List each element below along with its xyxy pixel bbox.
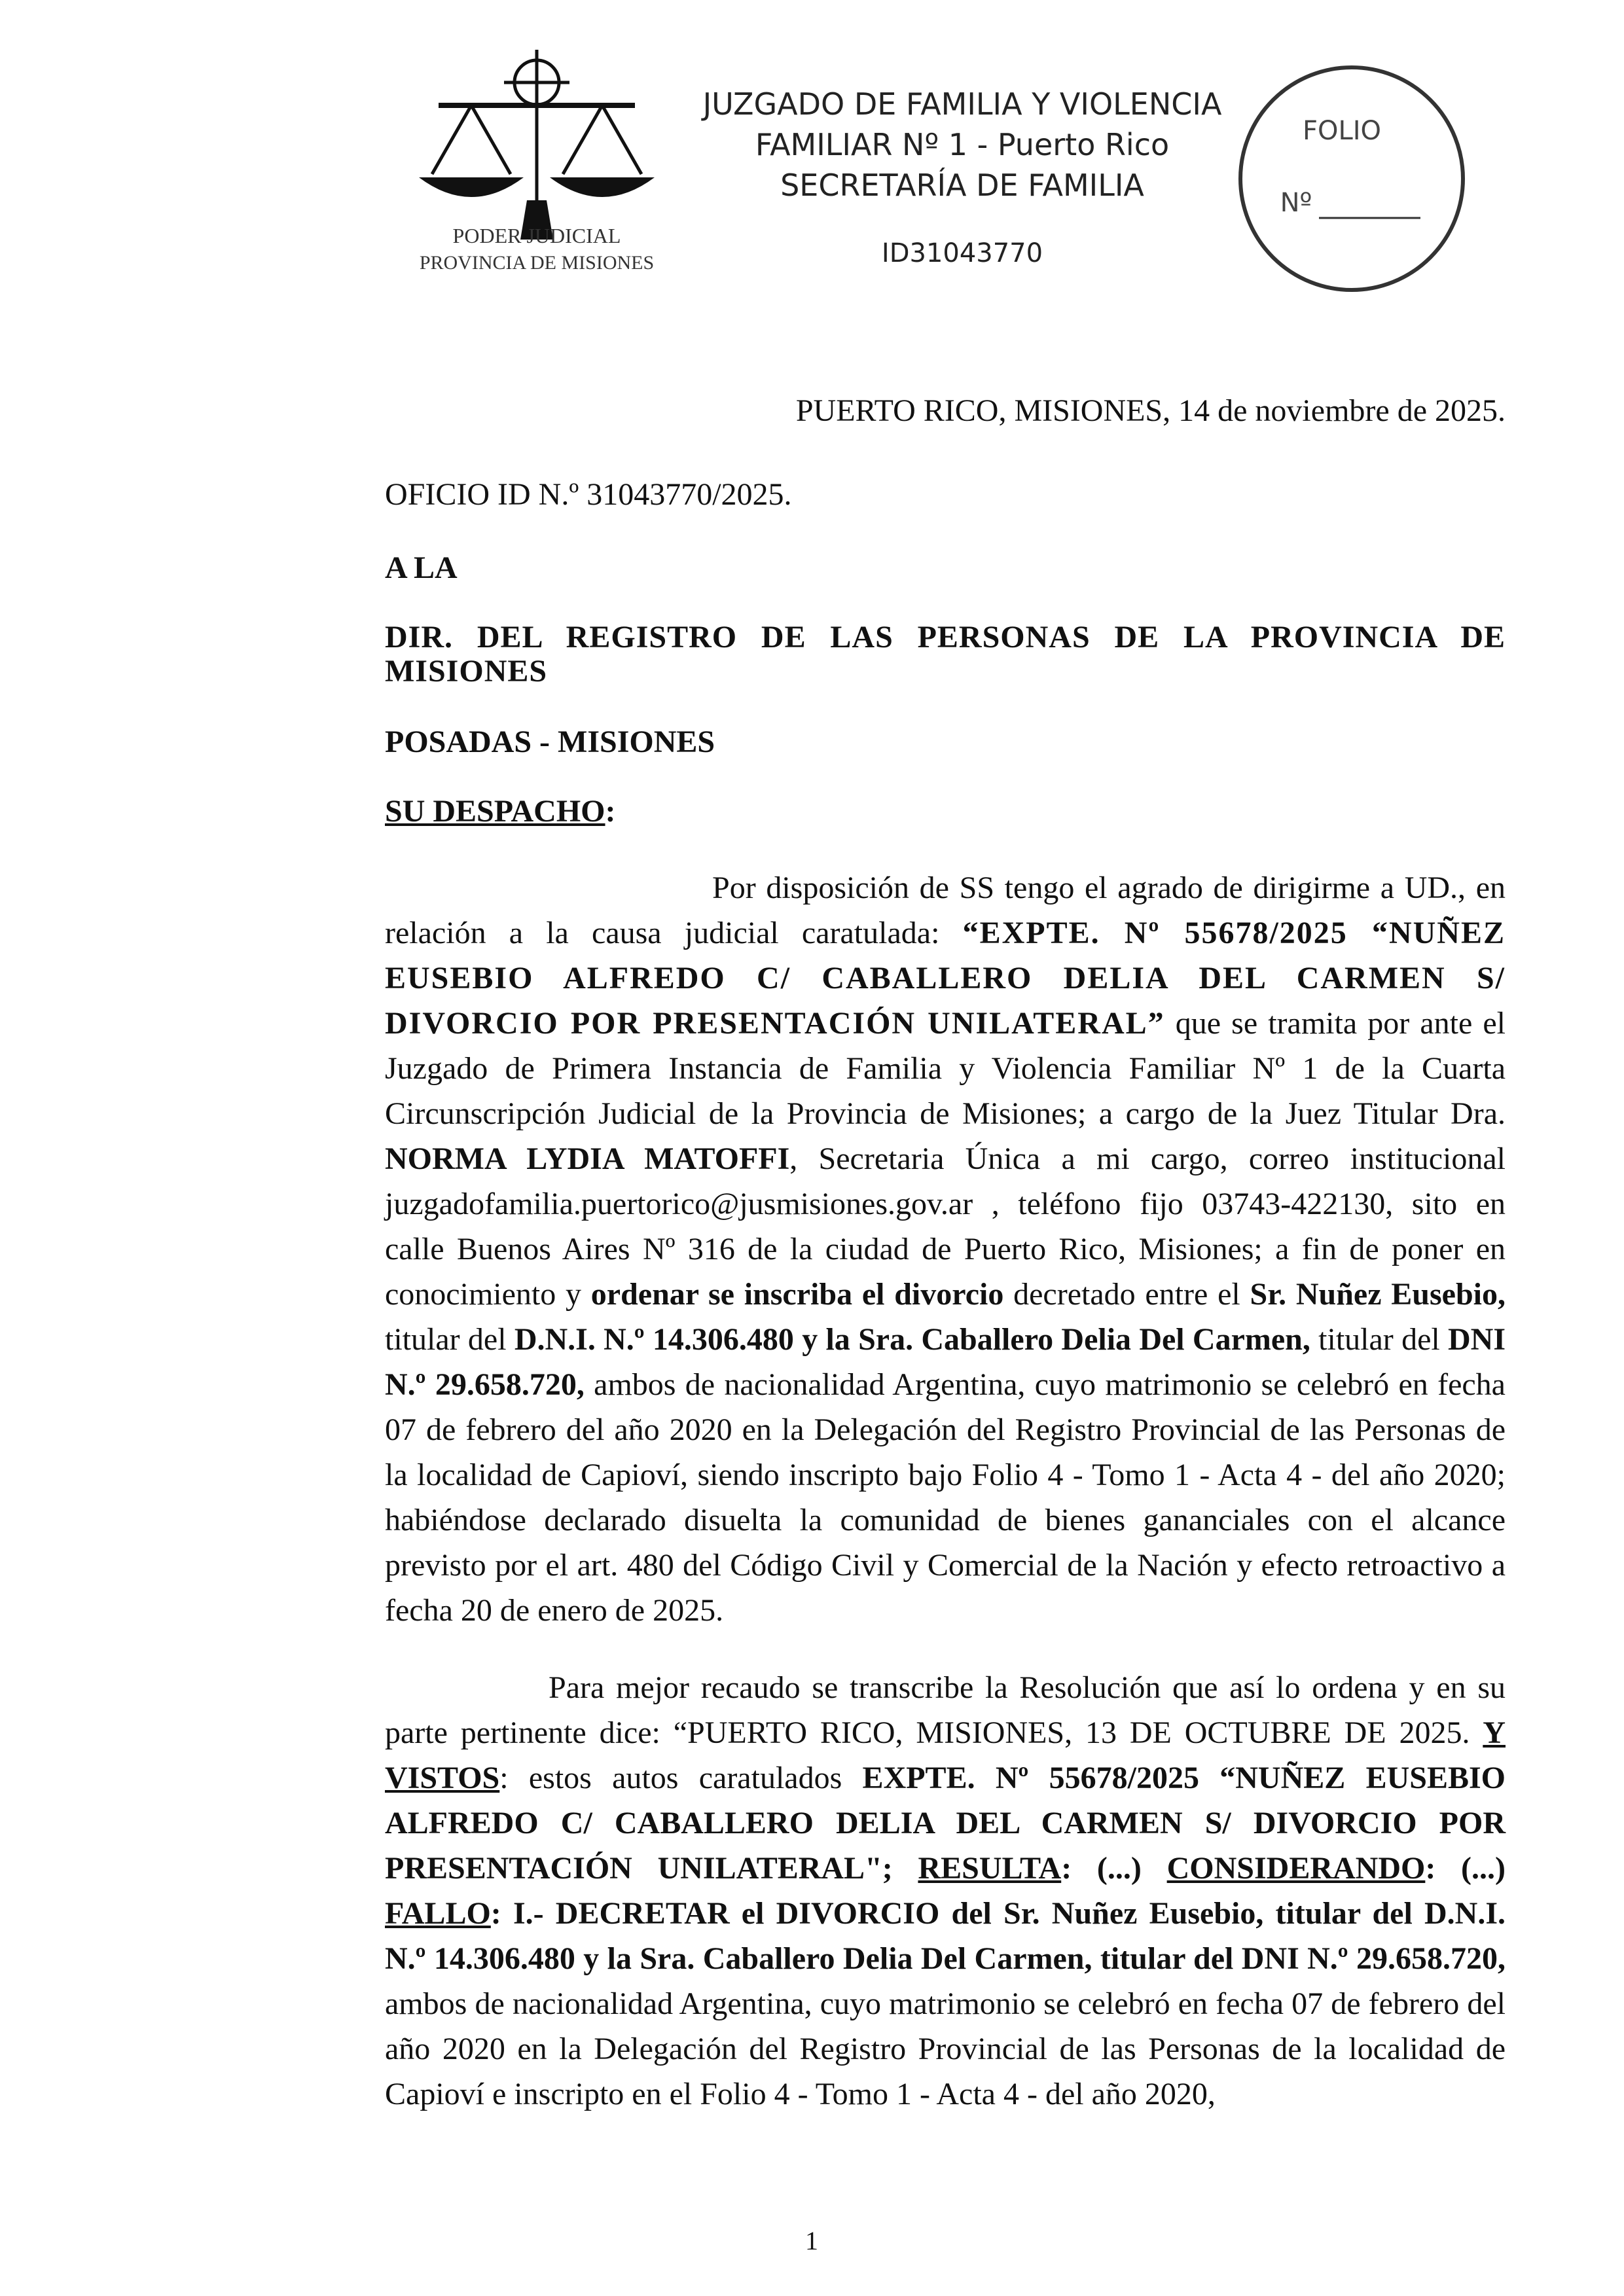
recipient-a-la: A LA [385, 550, 458, 585]
p2-text-11: ambos de nacionalidad Argentina, cuyo matrimonio se celebró en fecha 07 de febrero del año 2020 en la Delegación del Registro Provincial de las Personas de la localidad de Capioví e inscripto en el Folio 4 - Tomo 1 - Acta 4 - del año 2020, [385, 1986, 1506, 2111]
p1-party-1: Sr. Nuñez Eusebio, [1250, 1277, 1506, 1312]
p2-text-1: Para mejor recaudo se transcribe la Resolución que así lo ordena y en su parte pertinente dice: “PUERTO RICO, MISIONES, 13 DE OCTUBRE DE 2025. [385, 1670, 1506, 1750]
p1-text-9: titular del [385, 1322, 514, 1357]
body-paragraph-2 [385, 1665, 1506, 2117]
p1-text-5: , Secretaria Única a mi cargo, correo institucional juzgadofamilia.puertorico@jusmisiones.gov.ar , teléfono fijo 03743-422130, sito en calle Buenos Aires Nº 316 de la ciudad de Puerto Rico, Misiones; a fin de poner en conocimiento y [385, 1141, 1506, 1312]
date-line: PUERTO RICO, MISIONES, 14 de noviembre de 2025. [795, 393, 1506, 428]
court-header [655, 84, 1270, 206]
p1-case-title: “EXPTE. Nº 55678/2025 “NUÑEZ EUSEBIO ALFREDO C/ CABALLERO DELIA DEL CARMEN S/ DIVORCIO POR PRESENTACIÓN UNILATERAL” [385, 916, 1506, 1041]
su-despacho-label: SU DESPACHO [385, 794, 605, 829]
scales-of-justice-icon [399, 43, 674, 292]
p2-case-title: EXPTE. Nº 55678/2025 “NUÑEZ EUSEBIO ALFREDO C/ CABALLERO DELIA DEL CARMEN S/ DIVORCIO POR PRESENTACIÓN UNILATERAL"; [385, 1761, 1506, 1886]
su-despacho-colon: : [605, 794, 616, 829]
p2-fallo: FALLO [385, 1896, 491, 1931]
court-line-3: SECRETARÍA DE FAMILIA [780, 168, 1144, 203]
court-line-2: FAMILIAR Nº 1 - Puerto Rico [755, 127, 1170, 162]
p1-text-7: decretado entre el [1003, 1277, 1250, 1312]
p1-text-1: Por disposición de SS tengo el agrado de dirigirme a UD., en relación a la causa judicial caratulada: [385, 870, 1506, 950]
folio-label: FOLIO [1302, 116, 1382, 146]
court-line-1: JUZGADO DE FAMILIA Y VIOLENCIA [702, 86, 1222, 122]
su-despacho [385, 793, 1506, 829]
emblem-text-line2: PROVINCIA DE MISIONES [419, 252, 655, 274]
emblem-text-line1: PODER JUDICIAL [452, 224, 621, 247]
p1-judge-name: NORMA LYDIA MATOFFI [385, 1141, 790, 1176]
p2-text-6: : (...) [1061, 1851, 1167, 1886]
body-paragraph-1 [385, 865, 1506, 1633]
p1-text-11: titular del [1310, 1322, 1448, 1357]
oficio-number: OFICIO ID N.º 31043770/2025. [385, 477, 792, 512]
page-number: 1 [805, 2226, 818, 2255]
recipient-city: POSADAS - MISIONES [385, 725, 715, 759]
p1-text-13: ambos de nacionalidad Argentina, cuyo matrimonio se celebró en fecha 07 de febrero del año 2020 en la Delegación del Registro Provincial de las Personas de la localidad de Capioví, siendo inscripto bajo Folio 4 - Tomo 1 - Acta 4 - del año 2020; habiéndose declarado disuelta la comunidad de bienes gananciales con el alcance previsto por el art. 480 del Código Civil y Comercial de la Nación y efecto retroactivo a fecha 20 de enero de 2025. [385, 1367, 1506, 1628]
court-emblem [399, 43, 674, 292]
p2-y-vistos: Y VISTOS [385, 1715, 1506, 1795]
folio-stamp [1231, 58, 1473, 300]
folio-number-label: Nº [1280, 188, 1312, 218]
p2-ruling: : I.- DECRETAR el DIVORCIO del Sr. Nuñez Eusebio, titular del D.N.I. N.º 14.306.480 y la Sra. Caballero Delia Del Carmen, titular del DNI N.º 29.658.720, [385, 1896, 1506, 1976]
p1-text-3: que se tramita por ante el Juzgado de Primera Instancia de Familia y Violencia Familiar Nº 1 de la Cuarta Circunscripción Judicial de la Provincia de Misiones; a cargo de la Juez Titular Dra. [385, 1006, 1506, 1131]
p1-order: ordenar se inscriba el divorcio [590, 1277, 1004, 1312]
p1-dni: DNI N.º 29.658.720, [385, 1322, 1506, 1402]
p2-considerando: CONSIDERANDO [1166, 1851, 1426, 1886]
p2-resulta: RESULTA [918, 1851, 1062, 1886]
p2-text-3: : estos autos caratulados [499, 1761, 863, 1795]
document-id: ID31043770 [881, 238, 1043, 268]
recipient-directorate: DIR. DEL REGISTRO DE LAS PERSONAS DE LA PROVINCIA DE MISIONES [385, 620, 1506, 689]
p2-text-8: : (...) [1425, 1851, 1506, 1886]
folio-stamp-icon [1231, 58, 1473, 300]
p1-party-ids: D.N.I. N.º 14.306.480 y la Sra. Caballero Delia Del Carmen, [514, 1322, 1310, 1357]
